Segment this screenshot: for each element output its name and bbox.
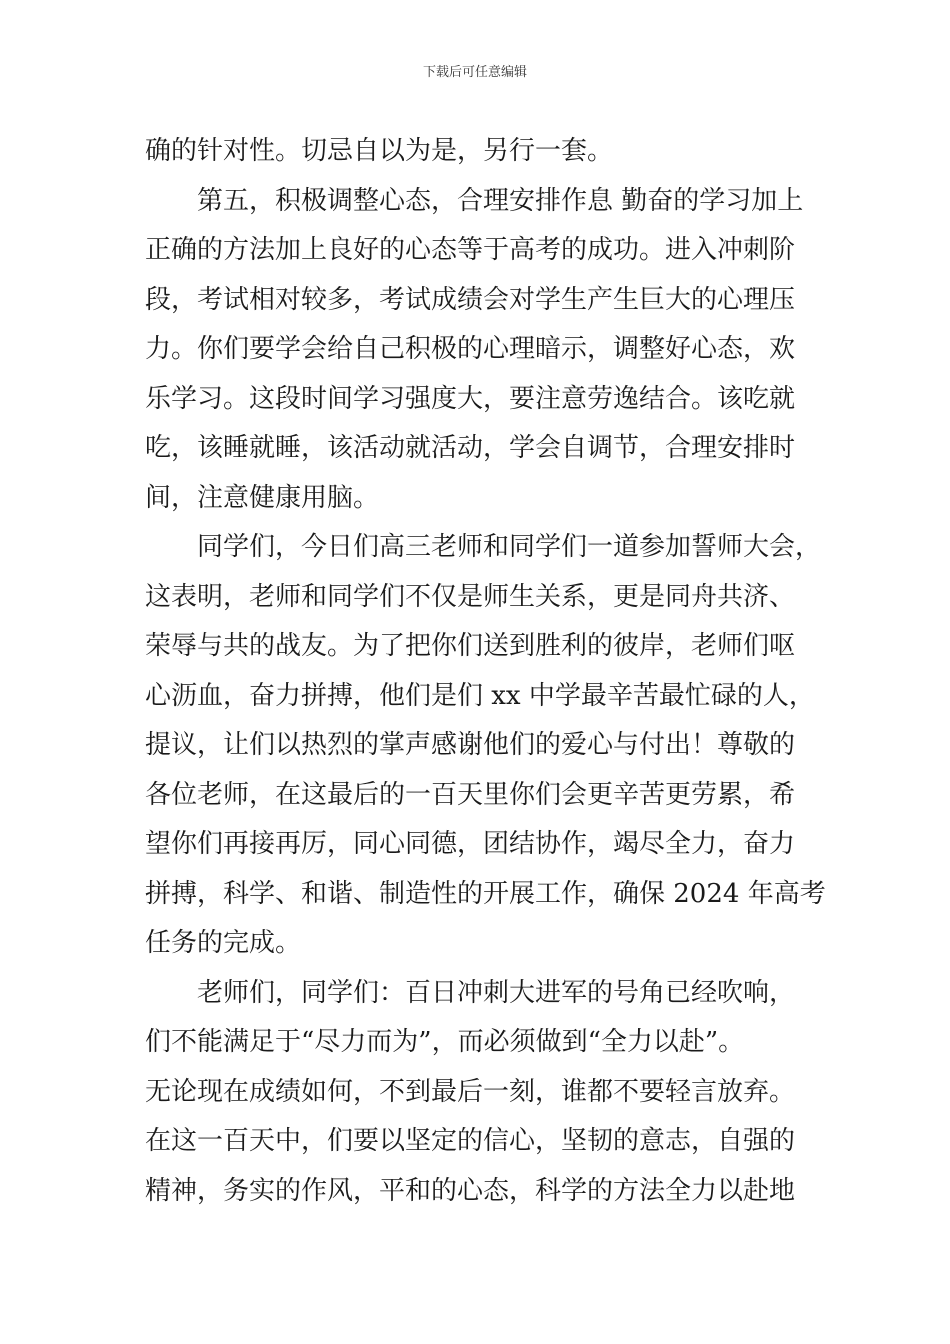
text-line-22: 精神，务实的作风，平和的心态，科学的方法全力以赴地 — [145, 1175, 796, 1206]
text-line-16: 拼搏，科学、和谐、制造性的开展工作，确保 2024 年高考 — [145, 878, 826, 909]
text-line-13: 提议，让们以热烈的掌声感谢他们的爱心与付出！尊敬的 — [145, 730, 796, 760]
text-line-3: 正确的方法加上良好的心态等于高考的成功。进入冲刺阶 — [145, 235, 796, 265]
text-line-9: 同学们，今日们高三老师和同学们一道参加誓师大会， — [197, 532, 822, 562]
text-line-10: 这表明，老师和同学们不仅是师生关系，更是同舟共济、 — [145, 581, 796, 612]
text-line-8: 间，注意健康用脑。 — [145, 482, 380, 513]
text-line-20: 无论现在成绩如何，不到最后一刻，谁都不要轻言放弃。 — [145, 1076, 796, 1107]
text-line-15: 望你们再接再厉，同心同德，团结协作，竭尽全力，奋力 — [145, 829, 796, 859]
text-line-14: 各位老师，在这最后的一百天里你们会更辛苦更劳累，希 — [145, 779, 796, 810]
text-line-4: 段，考试相对较多，考试成绩会对学生产生巨大的心理压 — [145, 284, 796, 315]
text-line-7: 吃，该睡就睡，该活动就活动，学会自调节，合理安排时 — [145, 433, 796, 463]
text-line-19: 们不能满足于“尽力而为”，而必须做到“全力以赴”。 — [145, 1027, 745, 1057]
document-body — [145, 127, 826, 1216]
text-line-18: 老师们，同学们：百日冲刺大进军的号角已经吹响， — [197, 977, 796, 1008]
text-line-21: 在这一百天中，们要以坚定的信心，坚韧的意志，自强的 — [145, 1126, 796, 1156]
text-line-17: 任务的完成。 — [145, 928, 302, 958]
text-line-1: 确的针对性。切忌自以为是，另行一套。 — [145, 136, 614, 166]
text-line-11: 荣辱与共的战友。为了把你们送到胜利的彼岸，老师们呕 — [145, 631, 796, 661]
text-line-2: 第五，积极调整心态，合理安排作息 勤奋的学习加上 — [197, 185, 804, 216]
text-line-5: 力。你们要学会给自己积极的心理暗示，调整好心态，欢 — [145, 334, 796, 364]
text-line-6: 乐学习。这段时间学习强度大，要注意劳逸结合。该吃就 — [145, 383, 796, 414]
page-header: 下载后可任意编辑 — [422, 65, 527, 80]
text-line-12: 心沥血，奋力拼搏，他们是们 xx 中学最辛苦最忙碌的人， — [145, 680, 815, 711]
